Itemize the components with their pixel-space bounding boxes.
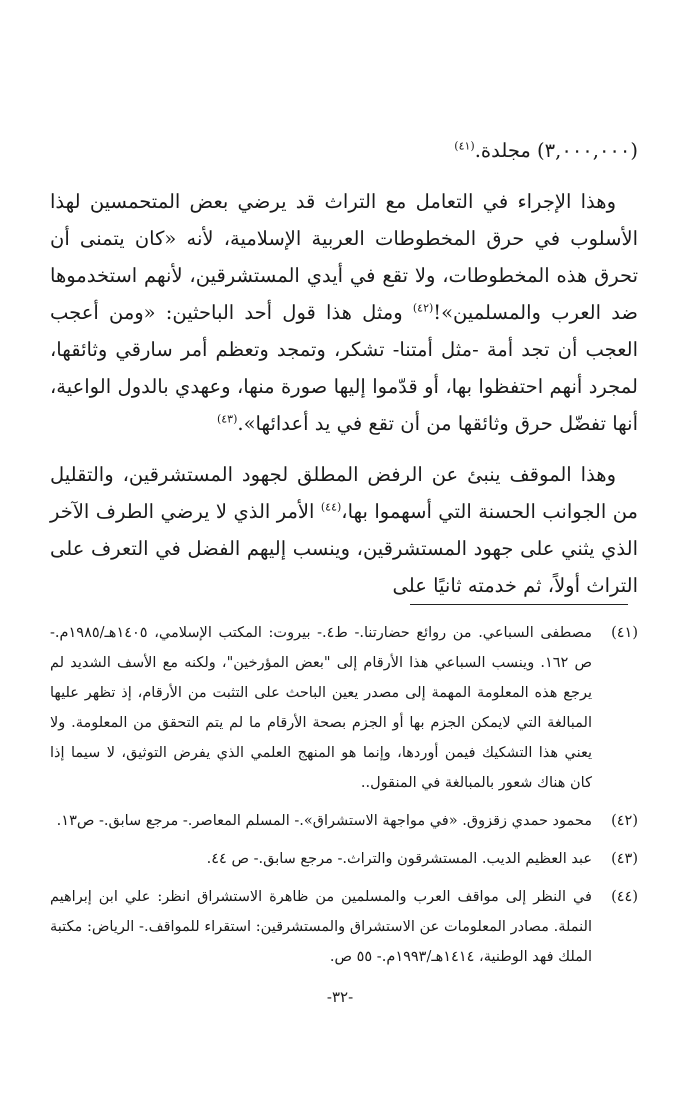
- paragraph-2: [50, 456, 638, 604]
- footnote-ref-42: (٤٢): [412, 301, 434, 315]
- footnote-42: [50, 806, 638, 836]
- paragraph-1-text-b: ومثل هذا قول أحد الباحثين: «ومن أعجب العجب أن تجد أمة -مثل أمتنا- تشكر، وتمجد وتعظم أمر سارقي وثائقها، لمجرد أنهم احتفظوا بها، أو قدّموا إليها صورة منها، وعهدي بالدول الواعية، أنها تفضّل حرق وثائقها من أن تقع في يد أعدائها».: [50, 301, 638, 435]
- footnote-ref-44: (٤٤): [320, 500, 342, 514]
- footnote-text: محمود حمدي زقزوق. «في مواجهة الاستشراق».- المسلم المعاصر.- مرجع سابق.- ص١٣.: [56, 813, 592, 829]
- footnote-text: مصطفى السباعي. من روائع حضارتنا.- ط٤.- بيروت: المكتب الإسلامي، ١٤٠٥هـ/١٩٨٥م.- ص ١٦٢. وينسب السباعي هذا الأرقام إلى "بعض المؤرخين"، ولكنه مع الأسف الشديد لم يرجع هذه المعلومة المهمة إلى مصدر يعين الباحث على التثبت من الأرقام، إذ تظهر عليها المبالغة التي لايمكن الجزم بها أو الجزم بصحة الأرقام ما لم يتم التحقق من المعلومة. ولا يعني هذا التشكيك فيمن أوردها، وإنما هو المنهج العلمي الذي يفرض التوثيق، لا سيما إذا كان هناك شعور بالمبالغة في المنقول..: [50, 625, 592, 791]
- footnote-ref-41: (٤١): [454, 139, 475, 153]
- footnote-ref-43: (٤٣): [216, 412, 238, 426]
- volume-count-text: (٣,٠٠٠,٠٠٠) مجلدة.: [474, 139, 638, 162]
- footnote-number: (٤٢): [611, 813, 638, 829]
- paragraph-1: [50, 183, 638, 442]
- footnotes-section: [50, 618, 638, 980]
- footnote-number: (٤٤): [611, 889, 638, 905]
- footnote-43: [50, 844, 638, 874]
- footnote-text: في النظر إلى مواقف العرب والمسلمين من ظاهرة الاستشراق انظر: علي ابن إبراهيم النملة. مصادر المعلومات عن الاستشراق والمستشرقين: استقراء للمواقف.- الرياض: مكتبة الملك فهد الوطنية، ١٤١٤هـ/١٩٩٣م.- ٥٥ ص.: [50, 889, 592, 965]
- footnote-text: عبد العظيم الديب. المستشرقون والتراث.- مرجع سابق.- ص ٤٤.: [206, 851, 592, 867]
- paragraph-2-text-a: وهذا الموقف ينبئ عن الرفض المطلق لجهود المستشرقين، والتقليل من الجوانب الحسنة التي أسهموا بها،: [50, 463, 638, 523]
- footnote-41: [50, 618, 638, 798]
- main-text: [50, 132, 638, 618]
- footnote-44: [50, 882, 638, 972]
- footnote-number: (٤١): [611, 625, 638, 641]
- paragraph-2-text-b: الأمر الذي لا يرضي الطرف الآخر الذي يثني على جهود المستشرقين، وينسب إليهم الفضل في التعرف على التراث أولاً، ثم خدمته ثانيًا على: [50, 500, 638, 597]
- paragraph-1-text-a: وهذا الإجراء في التعامل مع التراث قد يرضي بعض المتحمسين لهذا الأسلوب في حرق المخطوطات العربية الإسلامية، لأنه «كان يتمنى أن تحرق هذه المخطوطات، ولا تقع في أيدي المستشرقين، لأنهم استخدموها ضد العرب والمسلمين»!: [50, 190, 638, 324]
- footnote-number: (٤٣): [611, 851, 638, 867]
- paragraph-opening-line: [50, 132, 638, 169]
- page-number: -٣٢-: [326, 988, 354, 1006]
- footnote-separator: [410, 604, 628, 605]
